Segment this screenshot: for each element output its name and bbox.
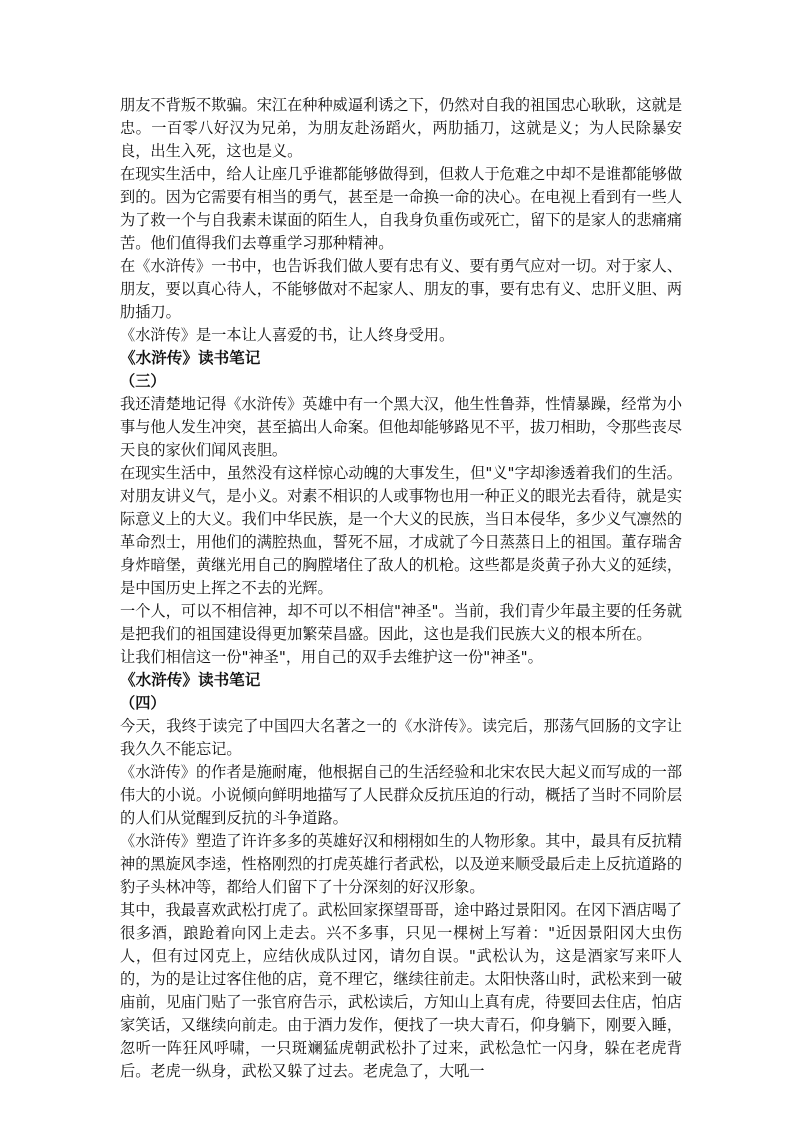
document-page bbox=[120, 94, 682, 1083]
body-paragraph: 我还清楚地记得《水浒传》英雄中有一个黑大汉，他生性鲁莽，性情暴躁，经常为小事与他人发生冲突，甚至搞出人命案。但他却能够路见不平，拔刀相助，令那些丧尽天良的家伙们闻风丧胆。 bbox=[120, 395, 682, 459]
section-number: （四） bbox=[120, 694, 166, 712]
body-paragraph: 《水浒传》是一本让人喜爱的书，让人终身受用。 bbox=[120, 326, 455, 344]
body-paragraph: 《水浒传》塑造了许许多多的英雄好汉和栩栩如生的人物形象。其中，最具有反抗精神的黑旋风李逵，性格刚烈的打虎英雄行者武松，以及逆来顺受最后走上反抗道路的豹子头林冲等，都给人们留下了十分深刻的好汉形象。 bbox=[120, 832, 682, 896]
body-paragraph: 一个人，可以不相信神，却不可以不相信"神圣"。当前，我们青少年最主要的任务就是把我们的祖国建设得更加繁荣昌盛。因此，这也是我们民族大义的根本所在。 bbox=[120, 602, 682, 643]
body-paragraph: 让我们相信这一份"神圣"，用自己的双手去维护这一份"神圣"。 bbox=[120, 648, 543, 666]
body-paragraph: 在现实生活中，给人让座几乎谁都能够做得到，但救人于危难之中却不是谁都能够做到的。因为它需要有相当的勇气，甚至是一命换一命的决心。在电视上看到有一些人为了救一个与自我素未谋面的陌生人，自我身负重伤或死亡，留下的是家人的悲痛痛苦。他们值得我们去尊重学习那种精神。 bbox=[120, 165, 682, 252]
body-paragraph: 今天，我终于读完了中国四大名著之一的《水浒传》。读完后，那荡气回肠的文字让我久久不能忘记。 bbox=[120, 717, 682, 758]
body-paragraph: 朋友不背叛不欺骗。宋江在种种威逼利诱之下，仍然对自我的祖国忠心耿耿，这就是忠。一百零八好汉为兄弟，为朋友赴汤蹈火，两肋插刀，这就是义；为人民除暴安良，出生入死，这也是义。 bbox=[120, 96, 682, 160]
body-paragraph: 在《水浒传》一书中，也告诉我们做人要有忠有义、要有勇气应对一切。对于家人、朋友，要以真心待人，不能够做对不起家人、朋友的事，要有忠有义、忠肝义胆、两肋插刀。 bbox=[120, 257, 682, 321]
section-heading: 《水浒传》读书笔记 bbox=[120, 349, 261, 367]
body-paragraph: 其中，我最喜欢武松打虎了。武松回家探望哥哥，途中路过景阳冈。在冈下酒店喝了很多酒，踉跄着向冈上走去。兴不多事，只见一棵树上写着："近因景阳冈大虫伤人，但有过冈克上，应结伙成队过冈，请勿自误。"武松认为，这是酒家写来吓人的，为的是让过客住他的店，竟不理它，继续往前走。太阳快落山时，武松来到一破庙前，见庙门贴了一张官府告示，武松读后，方知山上真有虎，待要回去住店，怕店家笑话，又继续向前走。由于酒力发作，便找了一块大青石，仰身躺下，刚要入睡，忽听一阵狂风呼啸，一只斑斓猛虎朝武松扑了过来，武松急忙一闪身，躲在老虎背后。老虎一纵身，武松又躲了过去。老虎急了，大吼一 bbox=[120, 901, 682, 1080]
body-paragraph: 《水浒传》的作者是施耐庵，他根据自己的生活经验和北宋农民大起义而写成的一部伟大的小说。小说倾向鲜明地描写了人民群众反抗压迫的行动，概括了当时不同阶层的人们从觉醒到反抗的斗争道路。 bbox=[120, 763, 682, 827]
body-paragraph: 在现实生活中，虽然没有这样惊心动魄的大事发生，但"义"字却渗透着我们的生活。对朋友讲义气，是小义。对素不相识的人或事物也用一种正义的眼光去看待，就是实际意义上的大义。我们中华民族，是一个大义的民族，当日本侵华，多少义气凛然的革命烈士，用他们的满腔热血，誓死不屈，才成就了今日蒸蒸日上的祖国。董存瑞舍身炸暗堡，黄继光用自己的胸膛堵住了敌人的机枪。这些都是炎黄子孙大义的延续，是中国历史上挥之不去的光辉。 bbox=[120, 464, 682, 597]
section-number: （三） bbox=[120, 372, 166, 390]
section-heading: 《水浒传》读书笔记 bbox=[120, 671, 261, 689]
